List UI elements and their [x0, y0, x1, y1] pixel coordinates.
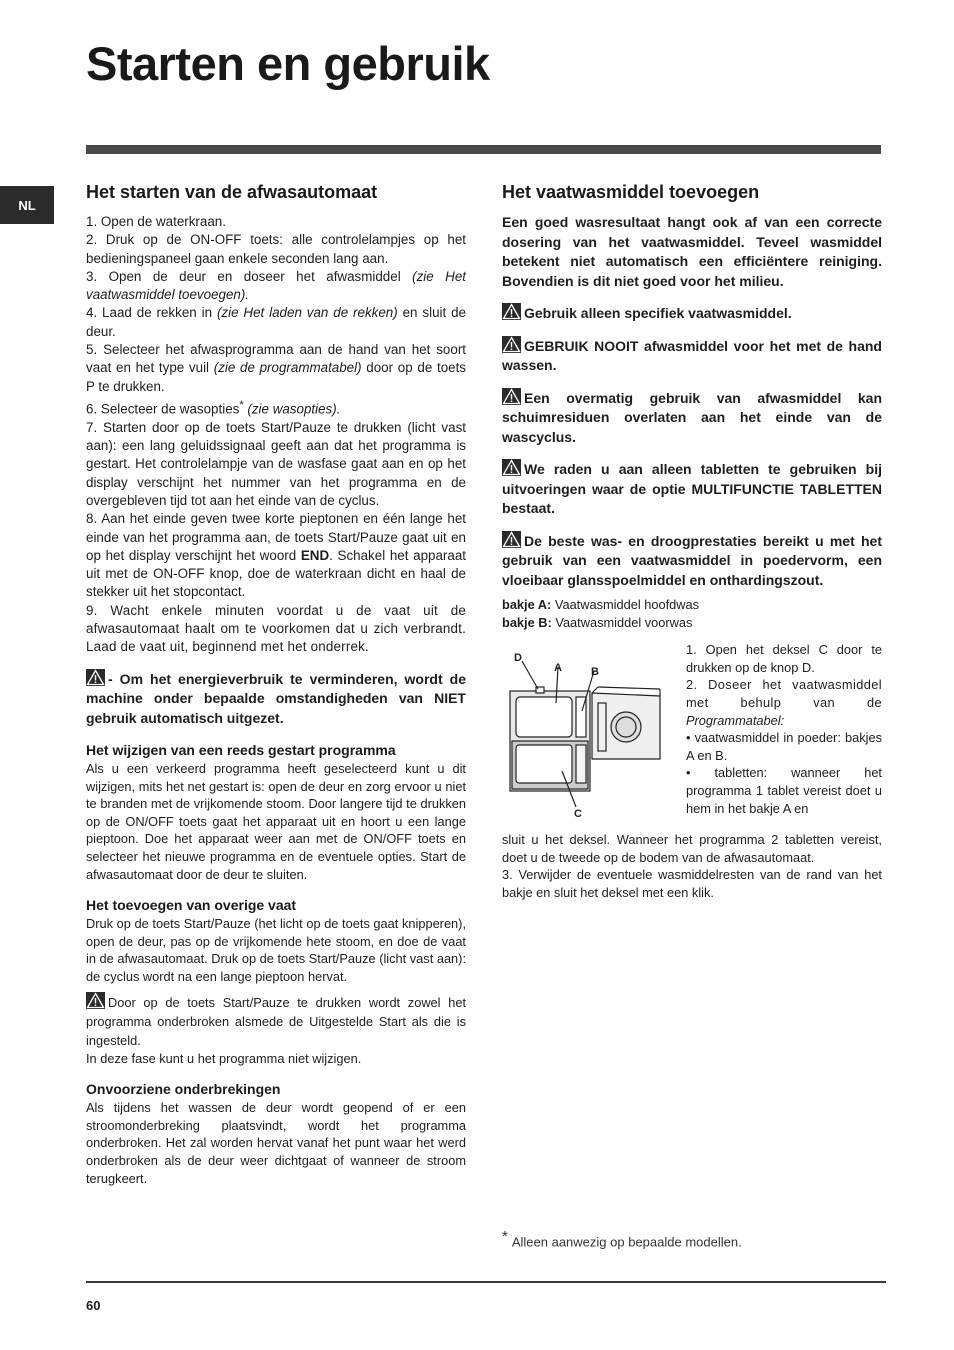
diagram-label-b: B: [591, 666, 599, 679]
left-column: [86, 182, 466, 1187]
warning-icon: [502, 531, 521, 548]
warning-icon: [86, 992, 105, 1009]
warning-icon: [502, 336, 521, 353]
dispenser-step-3: 3. Verwijder de eventuele wasmiddelresten van de rand van het bakje en sluit het deksel met een klik.: [502, 867, 882, 900]
warning-item: We raden u aan alleen tabletten te gebruiken bij uitvoeringen waar de optie MULTIFUNCTIE TABLETTEN bestaat.: [502, 461, 882, 516]
start-steps: [86, 213, 466, 657]
right-column: [502, 182, 882, 902]
bullet-powder: • vaatwasmiddel in poeder: bakjes A en B.: [686, 730, 882, 763]
change-program-text: Als u een verkeerd programma heeft geselecteerd kunt u dit wijzigen, mits het net gestart is: open de deur en zorg ervoor u niet te branden met de vrijkomende stoom. Door langere tijd te drukken op de ON/OFF toets gaat het apparaat uit en hoort u een lange pieptoon. Doe het apparaat weer aan met de ON/OFF toets en selecteer het nieuwe programma en de eventuele opties. Start de afwasautomaat door de deur te sluiten.: [86, 761, 466, 882]
interruptions-heading: Onvoorziene onderbrekingen: [86, 1081, 281, 1098]
bottom-divider: [86, 1281, 886, 1283]
add-dishes-warning: Door op de toets Start/Pauze te drukken wordt zowel het programma onderbroken alsmede de Uitgestelde Start als die is ingesteld.: [86, 992, 466, 1050]
detergent-warnings: [502, 303, 882, 590]
change-program-heading: Het wijzigen van een reeds gestart programma: [86, 742, 396, 759]
dispenser-steps: [686, 641, 882, 817]
bakje-b: bakje B: Vaatwasmiddel voorwas: [502, 614, 693, 630]
energy-warning: - Om het energieverbruik te verminderen, wordt de machine onder bepaalde omstandigheden van NIET gebruik automatisch uitgezet.: [86, 670, 466, 726]
step-7: 7. Starten door op de toets Start/Pauze te drukken (licht vast aan): een lang geluidssignaal geeft aan dat het programma is gestart. Het controlelampje van de wasfase gaat aan en op het display verschijnt het nummer van het programma en de overgebleven tijd tot aan het einde van de cyclus.: [86, 419, 466, 508]
add-dishes-note: In deze fase kunt u het programma niet wijzigen.: [86, 1050, 362, 1066]
diagram-label-a: A: [554, 662, 562, 675]
step-8: 8. Aan het einde geven twee korte pieptonen en één lange het einde van het programma aan, de toets Start/Pauze gaat uit en op het display verschijnt het woord END. Schakel het apparaat uit met de ON-OFF knop, doe de waterkraan dicht en haal de stekker uit het stopcontact.: [86, 511, 466, 600]
interruptions-text: Als tijdens het wassen de deur wordt geopend of er een stroomonderbreking plaatsvindt, wordt het programma onderbroken. Het zal worden hervat vanaf het punt waar het werd onderbroken als de deur weer dichtgaat of wanneer de stroom terugkeert.: [86, 1100, 466, 1186]
section-heading-start: Het starten van de afwasautomaat: [86, 182, 378, 202]
page-number: 60: [86, 1298, 101, 1313]
dispenser-section: [502, 641, 882, 831]
step-6: 6. Selecteer de wasopties* (zie wasopties).: [86, 398, 341, 417]
step-2: 2. Druk op de ON-OFF toets: alle controlelampjes op het bedieningspaneel gaan enkele seconden lang aan.: [86, 232, 466, 266]
page-title: Starten en gebruik: [86, 37, 490, 90]
bakje-a: bakje A: Vaatwasmiddel hoofdwas: [502, 597, 700, 612]
dispenser-diagram: [502, 641, 666, 821]
bullet-tablets: • tabletten: wanneer het programma 1 tablet vereist doet u hem in het bakje A en: [686, 765, 882, 816]
dispenser-step-2: 2. Doseer het vaatwasmiddel met behulp van de Programmatabel:: [686, 677, 882, 728]
step-9: 9. Wacht enkele minuten voordat u de vaat uit de afwasautomaat haalt om te voorkomen dat u zich verbrandt. Laad de vaat uit, beginnend met het onderrek.: [86, 602, 466, 655]
section-heading-detergent: Het vaatwasmiddel toevoegen: [502, 182, 760, 202]
bullet-tablets-cont: sluit u het deksel. Wanneer het programma 2 tabletten vereist, doet u de tweede op de bodem van de afwasautomaat.: [502, 832, 882, 865]
warning-icon: [86, 669, 105, 686]
top-divider: [86, 145, 881, 154]
warning-item: De beste was- en droogprestaties bereikt u met het gebruik van een vaatwasmiddel in poedervorm, een vloeibaar glansspoelmiddel en onthardingszout.: [502, 532, 882, 588]
dispenser-step-1: 1. Open het deksel C door te drukken op de knop D.: [686, 642, 882, 675]
diagram-label-d: D: [514, 652, 522, 665]
step-3: 3. Open de deur en doseer het afwasmiddel (zie Het vaatwasmiddel toevoegen).: [86, 268, 466, 303]
footnote: * Alleen aanwezig op bepaalde modellen.: [502, 1228, 742, 1250]
step-5: 5. Selecteer het afwasprogramma aan de hand van het soort vaat en het type vuil (zie de programmatabel) door op de toets P te drukken.: [86, 342, 467, 394]
warning-icon: [502, 388, 521, 405]
step-4: 4. Laad de rekken in (zie Het laden van de rekken) en sluit de deur.: [86, 305, 466, 339]
warning-item: GEBRUIK NOOIT afwasmiddel voor het met de hand wassen.: [502, 337, 882, 373]
step-1: 1. Open de waterkraan.: [86, 214, 226, 229]
warning-item: Gebruik alleen specifiek vaatwasmiddel.: [502, 303, 882, 324]
add-dishes-heading: Het toevoegen van overige vaat: [86, 897, 297, 914]
language-tab: NL: [0, 186, 54, 224]
warning-icon: [502, 459, 521, 476]
detergent-intro: Een goed wasresultaat hangt ook af van een correcte dosering van het vaatwasmiddel. Teveel wasmiddel betekent niet automatisch een efficiëntere reiniging. Bovendien is dit niet goed voor het milieu.: [502, 214, 882, 289]
diagram-label-c: C: [574, 808, 582, 821]
add-dishes-text: Druk op de toets Start/Pauze (het licht op de toets gaat knipperen), open de deur, pas op de vrijkomende hete stoom, en doe de vaat in de afwasautomaat. Druk op de toets Start/Pauze (licht vast aan): de cyclus wordt na een lange pieptoon hervat.: [86, 916, 466, 985]
warning-icon: [502, 303, 521, 320]
warning-item: Een overmatig gebruik van afwasmiddel kan schuimresiduen overlaten aan het einde van de wascyclus.: [502, 389, 882, 445]
